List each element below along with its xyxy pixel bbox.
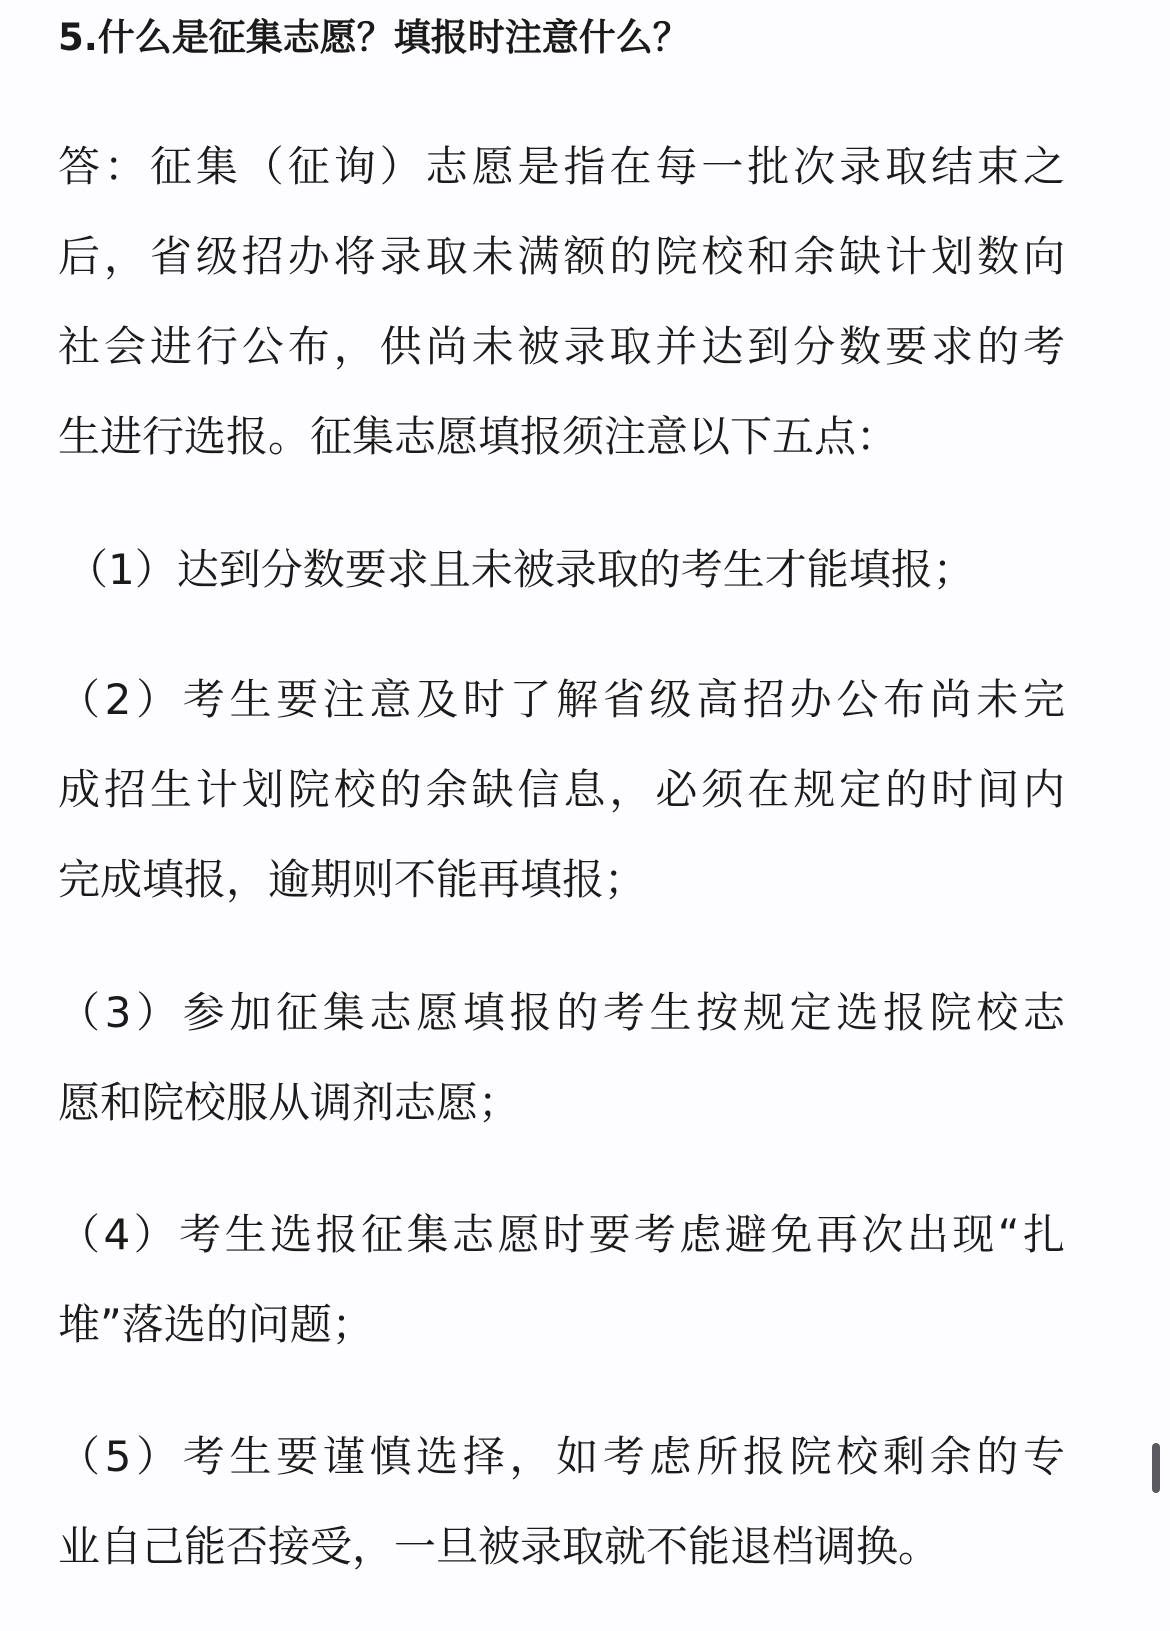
text-line: 答：征集（征询）志愿是指在每一批次录取结束之 bbox=[58, 142, 1065, 191]
text-line: （4）考生选报征集志愿时要考虑避免再次出现“扎 bbox=[58, 1210, 1065, 1259]
text-line: 社会进行公布，供尚未被录取并达到分数要求的考 bbox=[58, 322, 1065, 371]
scrollbar[interactable] bbox=[1152, 1443, 1160, 1493]
text-line: 成招生计划院校的余缺信息，必须在规定的时间内 bbox=[58, 765, 1065, 814]
point-2 bbox=[58, 655, 1065, 925]
text-line: （1）达到分数要求且未被录取的考生才能填报； bbox=[66, 545, 975, 594]
text-line: 业自己能否接受，一旦被录取就不能退档调换。 bbox=[58, 1522, 941, 1571]
text-line: （5）考生要谨慎选择，如考虑所报院校剩余的专 bbox=[58, 1432, 1065, 1481]
point-5 bbox=[58, 1412, 1065, 1592]
text-line: 完成填报，逾期则不能再填报； bbox=[58, 855, 647, 904]
text-line: 愿和院校服从调剂志愿； bbox=[58, 1078, 521, 1127]
point-4 bbox=[58, 1190, 1065, 1370]
point-1 bbox=[66, 525, 1073, 615]
text-line: 后，省级招办将录取未满额的院校和余缺计划数向 bbox=[58, 232, 1065, 281]
question-title: 5.什么是征集志愿？填报时注意什么？ bbox=[58, 16, 690, 59]
text-line: 堆”落选的问题； bbox=[58, 1300, 374, 1349]
text-line: （2）考生要注意及时了解省级高招办公布尚未完 bbox=[58, 675, 1065, 724]
text-line: （3）参加征集志愿填报的考生按规定选报院校志 bbox=[58, 988, 1065, 1037]
point-3 bbox=[58, 968, 1065, 1148]
answer-intro bbox=[58, 122, 1065, 482]
text-line: 生进行选报。征集志愿填报须注意以下五点： bbox=[58, 412, 899, 461]
